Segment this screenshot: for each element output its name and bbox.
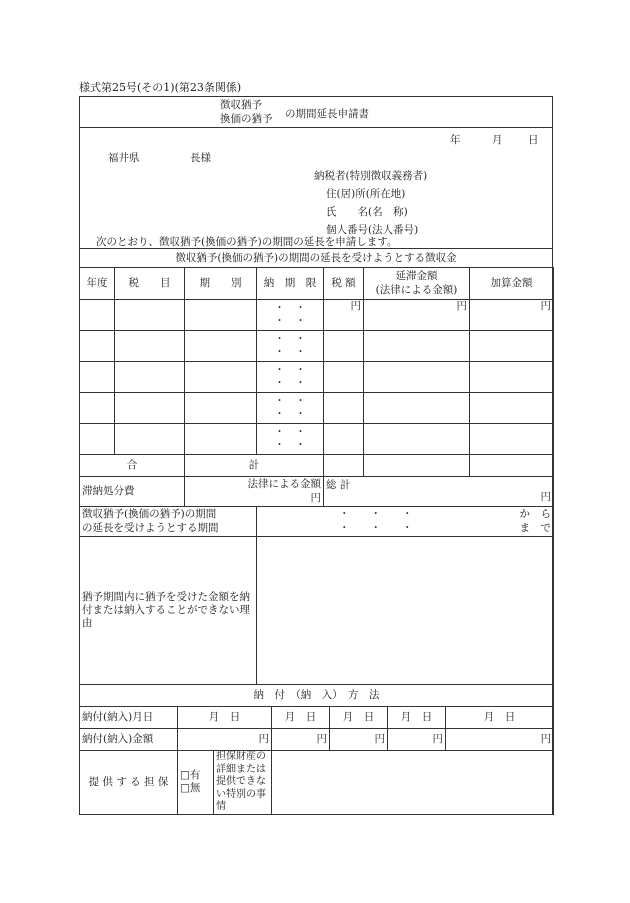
application-form [79, 96, 553, 815]
reason-input[interactable] [257, 537, 554, 685]
cell-surcharge[interactable] [470, 331, 554, 362]
cell-year[interactable] [80, 393, 115, 424]
payment-date-row [80, 707, 554, 729]
cell-late[interactable] [364, 393, 470, 424]
table-header-row [80, 268, 554, 300]
payment-date-2[interactable] [272, 707, 330, 729]
dot-line: ・ ・ [274, 315, 306, 327]
yen-unit: 円 [316, 732, 327, 745]
form-title [80, 97, 552, 128]
cell-amount[interactable] [324, 331, 364, 362]
month-unit: 月 [342, 710, 354, 723]
cell-deadline[interactable] [257, 362, 324, 393]
extension-period-label [80, 507, 257, 537]
col-late [364, 268, 470, 300]
title-line1: 徴収猶予 [220, 99, 262, 111]
title-line2: 換価の猶予 [220, 112, 273, 125]
total-label-right: 計 [185, 455, 324, 477]
date-year: 年 [450, 134, 461, 146]
table-row [80, 424, 554, 455]
cell-period[interactable] [185, 393, 257, 424]
payment-amount-3[interactable] [330, 729, 388, 751]
cell-item[interactable] [115, 393, 185, 424]
month-unit: 月 [208, 710, 220, 723]
col-surcharge: 加算金額 [470, 268, 554, 300]
table-caption: 徴収猶予(換価の猶予)の期間の延長を受けようとする徴収金 [80, 249, 552, 268]
cell-surcharge[interactable] [470, 393, 554, 424]
cell-item[interactable] [115, 424, 185, 455]
day-unit: 日 [421, 710, 433, 723]
addressee-prefecture: 福井県 [108, 152, 140, 164]
col-amount: 税 額 [324, 268, 364, 300]
day-unit: 日 [229, 710, 241, 723]
yen-unit: 円 [258, 732, 269, 745]
cell-amount[interactable] [324, 362, 364, 393]
dot-line: ・ ・ [274, 408, 306, 420]
collateral-no-checkbox[interactable]: □無 [180, 782, 201, 795]
dot-line: ・ ・ [274, 346, 306, 358]
cell-year[interactable] [80, 362, 115, 393]
yen-unit: 円 [350, 300, 361, 312]
col-late-line2: (法律による金額) [375, 283, 458, 296]
cell-late[interactable] [364, 424, 470, 455]
grand-total[interactable] [324, 477, 554, 507]
delinquency-row [80, 477, 554, 507]
month-unit: 月 [400, 710, 412, 723]
payment-amount-row [80, 729, 554, 751]
dot-line: ・ ・ [274, 439, 306, 451]
payment-date-1[interactable] [178, 707, 272, 729]
tax-table [79, 267, 554, 685]
cell-item[interactable] [115, 331, 185, 362]
total-late[interactable] [364, 455, 470, 477]
dot-line: ・ ・ [274, 301, 306, 314]
cell-period[interactable] [185, 424, 257, 455]
total-amount[interactable] [324, 455, 364, 477]
payment-title: 納 付 （納 入） 方 法 [80, 685, 554, 707]
payment-date-5[interactable] [446, 707, 554, 729]
title-rest: の期間延長申請書 [285, 108, 369, 120]
total-surcharge[interactable] [470, 455, 554, 477]
col-period: 期 別 [185, 268, 257, 300]
yen-unit: 円 [310, 491, 321, 504]
extension-period-value[interactable] [257, 507, 554, 537]
yen-unit: 円 [456, 300, 467, 312]
legal-amount-label: 法律による金額 [247, 478, 321, 491]
form-number: 様式第25号(その1)(第23条関係) [79, 81, 242, 94]
total-row [80, 455, 554, 477]
extension-label-line2: の延長を受けようとする期間 [82, 521, 219, 534]
collateral-choice[interactable] [178, 751, 214, 815]
month-unit: 月 [284, 710, 296, 723]
day-unit: 日 [504, 710, 516, 723]
payment-amount-2[interactable] [272, 729, 330, 751]
col-item: 税 目 [115, 268, 185, 300]
cell-late[interactable] [364, 300, 470, 331]
addressee-suffix: 長様 [190, 152, 211, 164]
cell-deadline[interactable] [257, 424, 324, 455]
payment-date-4[interactable] [388, 707, 446, 729]
cell-late[interactable] [364, 362, 470, 393]
payment-date-3[interactable] [330, 707, 388, 729]
reason-label: 猶予期間内に猶予を受けた金額を納付または納入することができない理由 [80, 537, 257, 685]
cell-amount[interactable] [324, 424, 364, 455]
cell-period[interactable] [185, 362, 257, 393]
dot-line: ・ ・ [274, 332, 306, 345]
collateral-yes-checkbox[interactable]: □有 [180, 769, 201, 782]
cell-year[interactable] [80, 424, 115, 455]
date-day: 日 [528, 134, 539, 146]
payment-table [79, 684, 554, 815]
total-label-left: 合 [80, 455, 185, 477]
collateral-detail-input[interactable] [272, 751, 554, 815]
from-label: か ら [519, 508, 551, 521]
table-row [80, 393, 554, 424]
to-dots: ・ ・ ・ [339, 521, 413, 534]
table-row [80, 362, 554, 393]
applicant-taxpayer: 納税者(特別徴収義務者) [314, 170, 428, 182]
cell-surcharge[interactable] [470, 300, 554, 331]
payment-amount-label: 納付(納入)金額 [80, 729, 178, 751]
applicant-name: 氏 名(名 称) [326, 206, 408, 218]
cell-year[interactable] [80, 331, 115, 362]
table-row [80, 331, 554, 362]
grand-total-label: 総 計 [326, 478, 351, 491]
dot-line: ・ ・ [274, 363, 306, 376]
yen-unit: 円 [432, 732, 443, 745]
dot-line: ・ ・ [274, 425, 306, 438]
cell-amount[interactable] [324, 300, 364, 331]
cell-surcharge[interactable] [470, 424, 554, 455]
yen-unit: 円 [540, 732, 552, 745]
collateral-label: 提 供 す る 担 保 [80, 751, 178, 815]
payment-amount-5[interactable] [446, 729, 554, 751]
request-sentence: 次のとおり、徴収猶予(換価の猶予)の期間の延長を申請します。 [96, 236, 398, 248]
from-dots: ・ ・ ・ [339, 508, 413, 521]
cell-deadline[interactable] [257, 300, 324, 331]
reason-row [80, 537, 554, 685]
col-deadline: 納 期 限 [257, 268, 324, 300]
cell-deadline[interactable] [257, 331, 324, 362]
day-unit: 日 [305, 710, 317, 723]
extension-label-line1: 徴収猶予(換価の猶予)の期間 [82, 508, 217, 521]
dot-line: ・ ・ [274, 377, 306, 389]
cell-year[interactable] [80, 300, 115, 331]
table-row [80, 300, 554, 331]
yen-unit: 円 [374, 732, 385, 745]
applicant-header [80, 128, 552, 249]
to-label: ま で [519, 521, 551, 534]
month-unit: 月 [483, 710, 495, 723]
cell-deadline[interactable] [257, 393, 324, 424]
delinquency-label: 滞納処分費 [80, 477, 185, 507]
yen-unit: 円 [540, 300, 551, 312]
cell-amount[interactable] [324, 393, 364, 424]
collateral-detail-label: 担保財産の詳細または提供できない特別の事情 [214, 751, 272, 815]
applicant-address: 住(居)所(所在地) [326, 188, 406, 200]
cell-surcharge[interactable] [470, 362, 554, 393]
col-late-line1: 延滞金額 [395, 270, 438, 283]
cell-late[interactable] [364, 331, 470, 362]
day-unit: 日 [363, 710, 375, 723]
applicant-number: 個人番号(法人番号) [326, 224, 419, 236]
payment-date-label: 納付(納入)月日 [80, 707, 178, 729]
cell-period[interactable] [185, 331, 257, 362]
date-month: 月 [492, 134, 503, 146]
col-year: 年度 [80, 268, 115, 300]
cell-period[interactable] [185, 300, 257, 331]
payment-amount-4[interactable] [388, 729, 446, 751]
cell-item[interactable] [115, 300, 185, 331]
payment-amount-1[interactable] [178, 729, 272, 751]
yen-unit: 円 [540, 490, 551, 503]
collateral-row [80, 751, 554, 815]
cell-item[interactable] [115, 362, 185, 393]
dot-line: ・ ・ [274, 394, 306, 407]
extension-period-row [80, 507, 554, 537]
delinquency-legal[interactable] [185, 477, 324, 507]
